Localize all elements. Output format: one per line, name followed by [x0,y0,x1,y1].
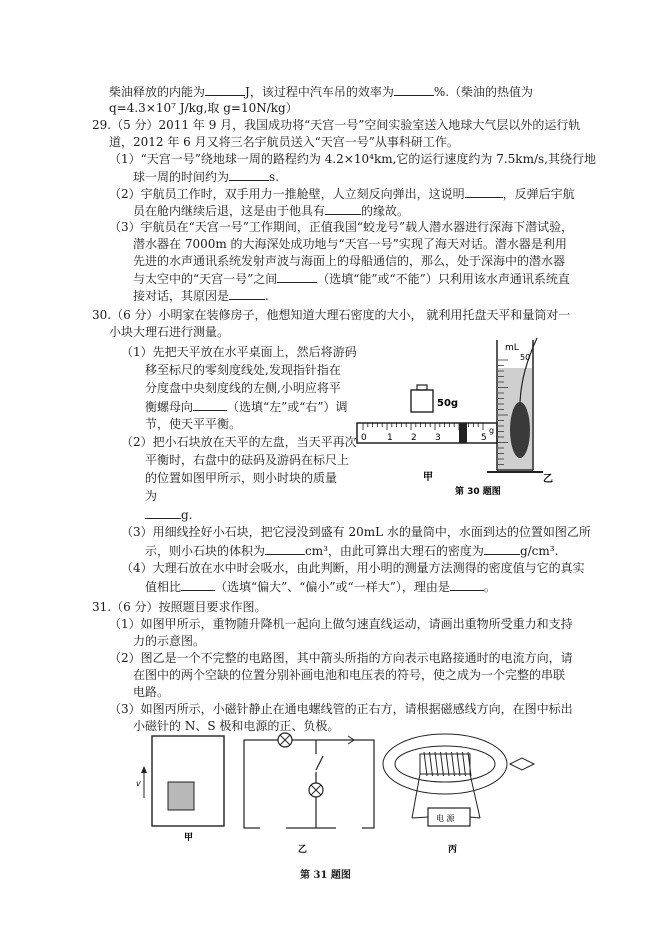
q30-p3-line1: （3）用细线拴好小石块，把它浸没到盛有 20mL 水的量筒中，水面到达的位置如图乙所 [121,525,591,539]
answer-blank [325,202,361,215]
q30-p2-line5 [145,506,193,523]
q31-p3-line2: 小磁针的 N、S 极和电源的正、负极。 [133,719,340,733]
q29-head2: 道，2012 年 6 月又将三名宇航员送入“天宫一号”从事科研工作。 [109,135,459,149]
q29-text: （2）宇航员工作时，双手用力一推舱壁，人立刻反向弹出，这说明 [109,187,465,201]
label-bing: 丙 [448,845,458,855]
answer-blank [229,168,269,181]
q28-line2: q=4.3×10⁷ J/kg,取 g=10N/kg） [109,101,298,115]
answer-blank [484,542,520,555]
answer-blank [394,83,434,96]
figure-caption: 第 30 题图 [455,487,501,497]
q29-text: 接对话，其原因是 [133,289,230,303]
label-jia: 甲 [423,472,433,483]
stone [510,402,530,458]
q31-p1-line2: 力的示意图。 [133,634,206,648]
answer-blank [181,578,215,591]
q30-text: cm³，由此可算出大理石的密度为 [305,544,484,558]
q29-head1: 29.（5 分）2011 年 9 月，我国成功将“天宫一号”空间实验室送入地球大气层以外的运行轨 [92,118,581,132]
q30-p2-line4: 为 [145,489,158,503]
cylinder-mark: 50 [520,353,531,362]
q29-p3-line3: 先进的水声通讯系统发射声波与海面上的母船通信的，那么，处于深海中的潜水器 [133,254,566,268]
label-yi: 乙 [298,845,308,855]
answer-blank [205,83,245,96]
q28-text: %.（柴油的热值为 [433,85,534,99]
cylinder-unit: mL [505,343,519,353]
q30-text: 衡螺母向 [145,400,194,414]
answer-blank [277,270,317,283]
q30-text: （选填“偏大”、“偏小”或“一样大”），理由是 [215,580,450,594]
solenoid-figure [383,734,534,855]
q31-p2-line3: 电路。 [133,685,170,699]
answer-blank [193,398,227,411]
q30-text: 值相比 [145,580,182,594]
q31-p2-line2: 在图中的两个空缺的位置分别补画电池和电压表的符号，使之成为一个完整的串联 [133,668,566,682]
q30-head2: 小块大理石进行测量。 [109,325,230,339]
label-yi: 乙 [543,474,553,485]
answer-blank [465,185,503,198]
circuit-figure [244,733,374,855]
q29-text: . [265,289,269,303]
answer-blank [145,506,181,519]
ruler-tick-label: 3 [435,433,441,443]
ruler-tick-label: 5 [481,433,487,443]
q30-p2-line3: 的位置如图甲所示，则小时块的质量 [145,471,338,485]
q29-p3-line4 [133,270,570,287]
ruler-tick-label: 1 [387,433,393,443]
q30-figure [355,330,565,505]
balance-ruler [357,423,497,443]
q29-text: （选填“能”或“不能”）只利用该水声通讯系统直 [317,272,570,286]
q30-text: 示，则小石块的体积为 [145,544,266,558]
q31-caption: 第 31 题图 [300,870,351,881]
q30-p2-line1: （2）把小石块放在天平的左盘，当天平再次 [121,435,357,449]
q30-p1-line4 [145,398,348,415]
q30-p1-line5: 节，使天平平衡。 [145,417,242,431]
q29-text: 员在舱内继续后退，这是由于他具有 [133,204,326,218]
power-label: 电 源 [436,814,455,823]
q30-p1-line1: （1）先把天平放在水平桌面上，然后将游码 [121,345,357,359]
q28-line1 [109,83,533,100]
q31-figures [130,728,560,860]
answer-blank [265,542,305,555]
compass-needle-icon [510,758,534,770]
q28-text: J，该过程中汽车吊的效率为 [245,85,394,99]
q31-head: 31.（6 分）按照题目要求作图。 [92,600,267,614]
weight-50g [411,385,458,412]
q29-p1-line1: （1）“天宫一号”绕地球一周的路程约为 4.2×10⁴km,它的运行速度约为 7.5km/s,其绕行地 [109,152,596,166]
q29-p3-line2: 潜水器在 7000m 的大海深处成功地与“天宫一号”实现了海天对话。潜水器是利用 [133,237,567,251]
answer-blank [450,578,484,591]
elevator-figure [136,736,224,843]
q31-p1-line1: （1）如图甲所示，重物随升降机一起向上做匀速直线运动，请画出重物所受重力和支持 [109,617,573,631]
q30-p4-line1: （4）大理石放在水中时会吸水，由此判断，用小明的测量方法测得的密度值与它的真实 [121,561,585,575]
graduated-cylinder [487,338,553,485]
velocity-label: v [136,779,141,788]
weight-label: 50g [437,398,459,409]
q29-text: 的缘故。 [361,204,410,218]
q30-text: （选填“左”或“右”）调 [227,400,348,414]
q30-p3-line2 [145,542,558,559]
rider [459,423,467,443]
label-jia: 甲 [184,833,194,843]
q28-text: 柴油释放的内能为 [109,85,206,99]
q30-text: g. [181,508,193,522]
q30-p4-line2 [145,578,496,595]
answer-blank [229,287,265,300]
ruler-tick-label: 2 [411,433,417,443]
q31-p3-line1: （3）如图丙所示，小磁针静止在通电螺线管的正右方，请根据磁感线方向，在图中标出 [109,702,573,716]
q30-text: 。 [483,580,496,594]
q29-p3-line1: （3）宇航员在“天宫一号”工作期间，正值我国“蛟龙号”载人潜水器进行深海下潜试验， [109,220,574,234]
q29-p3-line5 [133,287,269,304]
q29-p2-line2 [133,202,409,219]
q29-text: 球一周的时间约为 [133,170,230,184]
q30-p2-line2: 平衡时，右盘中的砝码及游码在标尺上 [145,453,350,467]
ruler-unit: g [489,426,495,435]
q29-text: s. [269,170,279,184]
q30-p1-line3: 分度盘中央刻度线的左侧,小明应将平 [145,381,341,395]
q29-p1-line2 [133,168,279,185]
q29-p2-line1 [109,185,575,202]
q30-head1: 30.（6 分）小明家在装修房子，他想知道大理石密度的大小， 就利用托盘天平和量筒对一 [92,308,571,322]
q30-p1-line2: 移至标尺的零刻度线处,发现指针指在 [145,363,341,377]
q29-text: 与太空中的“天宫一号”之间 [133,272,278,286]
q31-p2-line1: （2）图乙是一个不完整的电路图，其中箭头所指的方向表示电路接通时的电流方向，请 [109,651,573,665]
ruler-tick-label: 0 [361,433,367,443]
q30-text: g/cm³. [519,544,559,558]
q29-text: ，反弹后宇航 [502,187,575,201]
